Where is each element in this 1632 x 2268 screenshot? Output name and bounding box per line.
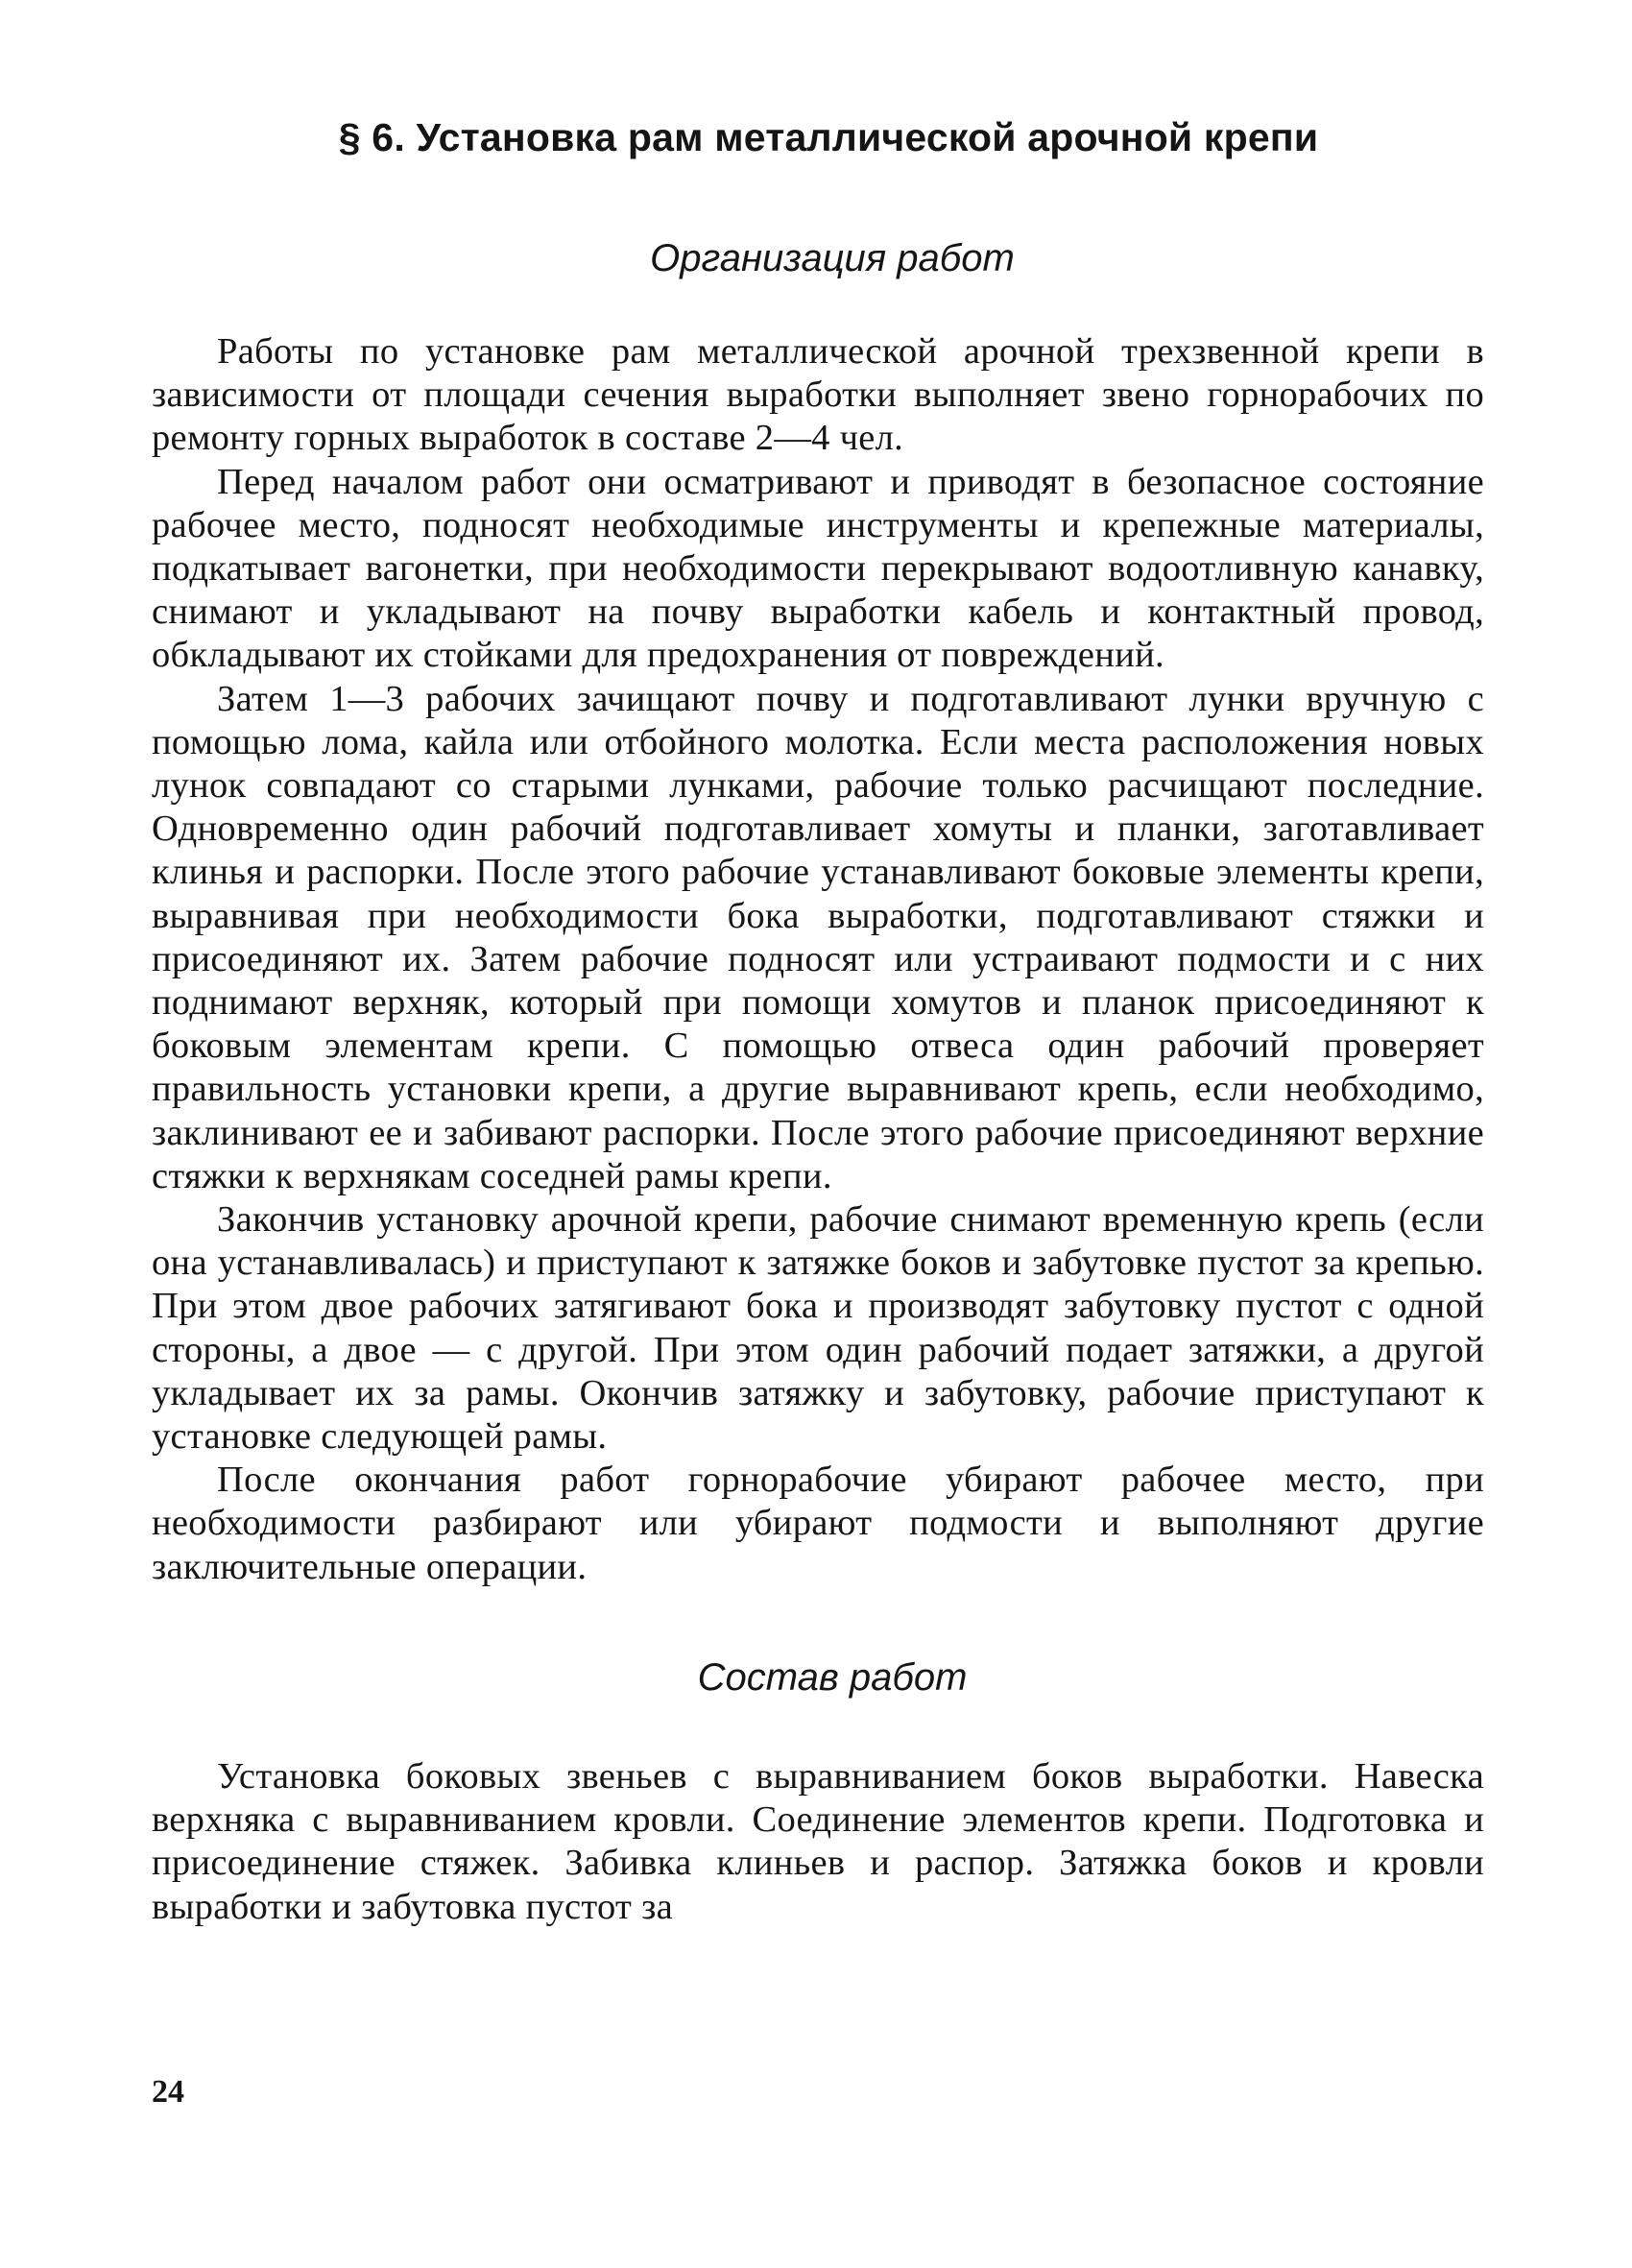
paragraph: Работы по установке рам металлической арочной трехзвенной крепи в зависимости от площади сечения выработки выполняет звено горнорабочих по ремонту горных выработок в составе 2—4 чел.: [152, 331, 1484, 459]
paragraph: После окончания работ горнорабочие убирают рабочее место, при необходимости разбирают или убирают подмости и выполняют другие заключительные операции.: [152, 1460, 1484, 1587]
section-title: § 6. Установка рам металлической арочной крепи: [338, 115, 1319, 159]
paragraph: Закончив установку арочной крепи, рабочие снимают временную крепь (если она устанавливалась) и приступают к затяжке боков и забутовке пустот за крепью. При этом двое рабочих затягивают бока и производят забутовку пустот с одной стороны, а двое — с другой. При этом один рабочий подает затяжки, а другой укладывает их за рамы. Окончив затяжку и забутовку, рабочие приступают к установке следующей рамы.: [152, 1199, 1484, 1458]
paragraph: Перед началом работ они осматривают и приводят в безопасное состояние рабочее место, подносят необходимые инструменты и крепежные материалы, подкатывает вагонетки, при необходимости перекрывают водоотливную канавку, снимают и укладывают на почву выработки кабель и контактный провод, обкладывают их стойками для предохранения от повреждений.: [152, 461, 1484, 676]
paragraph: Затем 1—3 рабочих зачищают почву и подготавливают лунки вручную с помощью лома, кайла или отбойного молотка. Если места расположения новых лунок совпадают со старыми лунками, рабочие только расчищают последние. Одновременно один рабочий подготавливает хомуты и планки, заготавливает клинья и распорки. После этого рабочие устанавливают боковые элементы крепи, выравнивая при необходимости бока выработки, подготавливают стяжки и присоединяют их. Затем рабочие подносят или устраивают подмости и с них поднимают верхняк, который при помощи хомутов и планок присоединяют к боковым элементам крепи. С помощью отвеса один рабочий проверяет правильность установки крепи, а другие выравнивают крепь, если необходимо, заклинивают ее и забивают распорки. После этого рабочие присоединяют верхние стяжки к верхнякам соседней рамы крепи.: [152, 678, 1484, 1196]
page-body: [152, 115, 1484, 1929]
organization-heading: Организация работ: [650, 237, 1015, 279]
page-number: 24: [152, 2074, 184, 2110]
organization-text: [152, 330, 1484, 1589]
composition-heading: Состав работ: [697, 1655, 968, 1699]
paragraph: Установка боковых звеньев с выравниванием боков выработки. Навеска верхняка с выравниванием кровли. Соединение элементов крепи. Подготовка и присоединение стяжек. Забивка клиньев и распор. Затяжка боков и кровли выработки и забутовка пустот за: [152, 1755, 1484, 1927]
composition-text: [152, 1755, 1484, 1929]
